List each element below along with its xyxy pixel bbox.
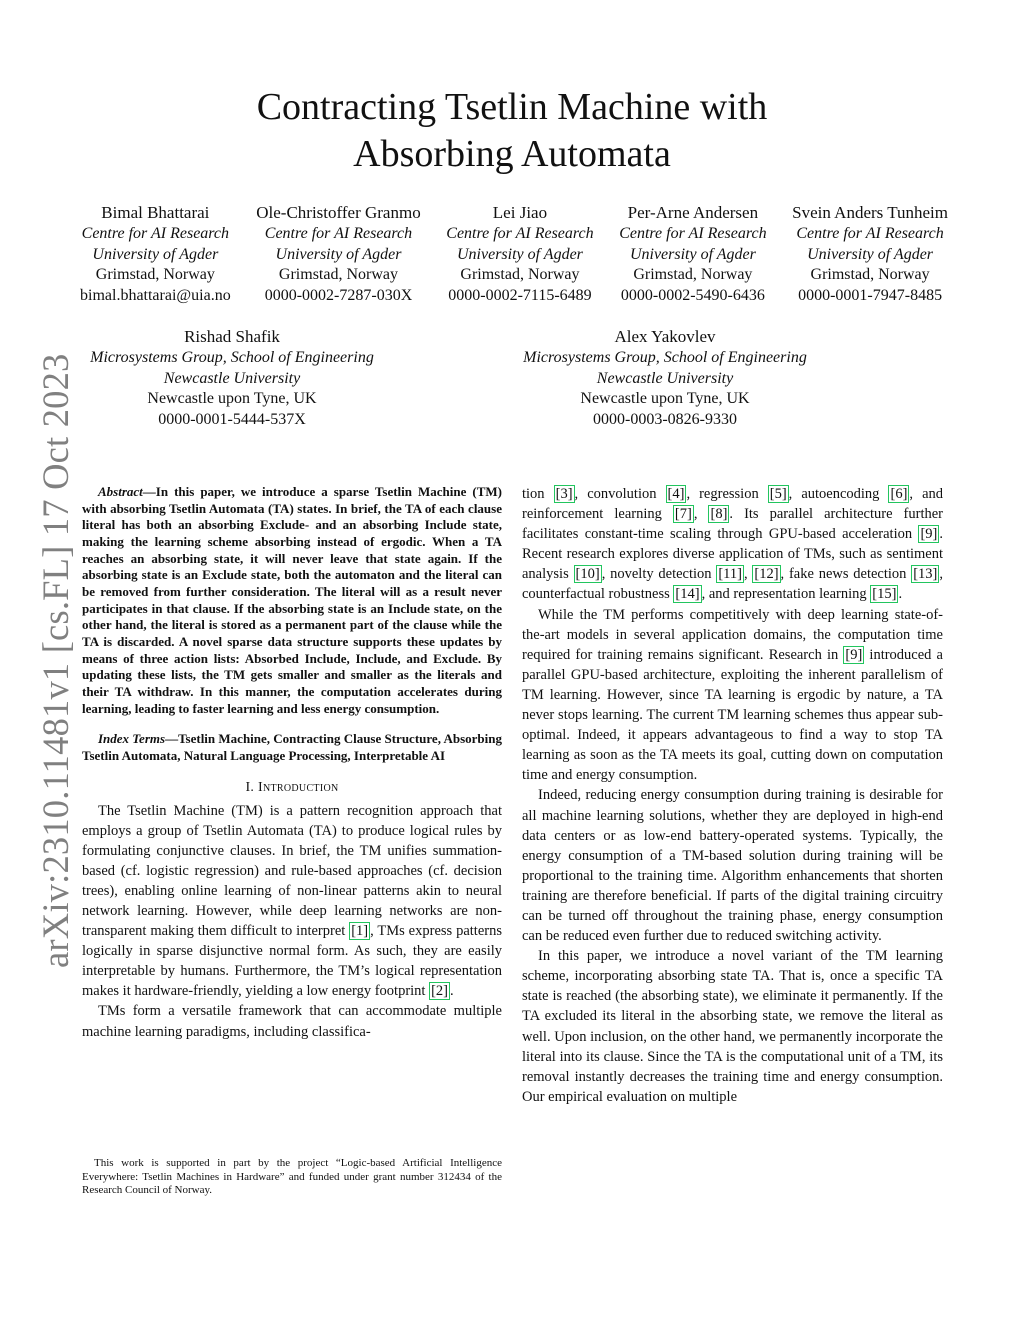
author-identifier: 0000-0002-7287-030X xyxy=(264,286,413,304)
text-run: introduced a parallel GPU-based architecture, exploiting the inherent parallelism of TM learning. However, since TA learning is ergodic by nature, a TA never stops learning. The current TM learning schemes thus appear sub-optimal. Indeed, it appears advantageous to find a way to stop TA learning as soon as the TA meets its goal, cutting down on computation time and energy consumption. xyxy=(522,646,943,784)
text-run: , xyxy=(693,506,709,523)
author-block xyxy=(72,326,392,430)
author-organization: University of Agder xyxy=(275,245,402,263)
author-location: Grimstad, Norway xyxy=(95,266,215,284)
author-identifier: 0000-0001-5444-537X xyxy=(158,410,306,428)
author-block xyxy=(619,202,766,306)
author-affiliation: Centre for AI Research xyxy=(81,225,230,242)
citation-link[interactable]: [11] xyxy=(718,566,742,583)
author-affiliation: Microsystems Group, School of Engineering xyxy=(523,349,807,366)
author-block xyxy=(502,326,828,430)
author-name: Bimal Bhattarai xyxy=(101,203,210,222)
citation-link[interactable]: [10] xyxy=(575,566,600,583)
abstract-text: —In this paper, we introduce a sparse Tsetlin Machine (TM) with absorbing Tsetlin Automata (TA) states. In brief, the TA of each clause literal has both an absorbing Exclude- and an absorbing Include state, making the learning scheme absorbing instead of ergodic. When a TA reaches an absorbing state, it will never leave that state again. If the absorbing state is an Exclude state, both the automaton and the literal can be removed from further consideration. The literal will as a result never participates in that clause. If the absorbing state is an Include state, on the other hand, the literal is stored as a permanent part of the clause while the TA is discarded. A novel sparse data structure supports these updates by means of three action lists: Absorbed Include, Include, and Exclude. By updating these lists, the TM gets smaller and smaller as the literals and their TA withdraw. In this manner, the computation accelerates during learning, leading to faster learning and less energy consumption. xyxy=(82,484,502,716)
text-run: . Its parallel architecture further facilitates constant-time scaling through GPU-based acceleration xyxy=(522,506,944,543)
author-block xyxy=(80,202,231,306)
citation-link[interactable]: [9] xyxy=(920,526,938,543)
citation-link[interactable]: [13] xyxy=(913,566,938,583)
text-run: , novelty detection xyxy=(601,566,717,583)
author-affiliation: Centre for AI Research xyxy=(619,225,767,242)
author-organization: Newcastle University xyxy=(163,369,301,387)
author-block xyxy=(792,202,948,306)
author-identifier: 0000-0002-5490-6436 xyxy=(620,286,765,304)
paper-title xyxy=(0,84,1024,178)
citation-link[interactable]: [9] xyxy=(845,646,863,663)
text-run: . xyxy=(450,983,454,1000)
text-run: While the TM performs competitively with deep learning state-of-the-art models in several application domains, the computation time required for training remains significant. Research in xyxy=(522,606,943,663)
citation-link[interactable]: [5] xyxy=(769,486,787,502)
text-run: , TMs express patterns logically in sparse disjunctive normal form. As such, they are easily interpretable by humans. Furthermore, the TM’s logical representation makes it hardware-friendly, yielding a low energy footprint xyxy=(82,923,502,1000)
index-terms xyxy=(82,731,502,764)
text-run: , counterfactual robustness xyxy=(522,566,944,603)
text-run: , regression xyxy=(686,486,768,502)
author-affiliation: Centre for AI Research xyxy=(446,225,594,242)
citation-link[interactable]: [6] xyxy=(890,486,908,502)
arxiv-identifier: arXiv:2310.11481v1 [cs.FL] 17 Oct 2023 xyxy=(35,353,76,968)
citation-link[interactable]: [15] xyxy=(872,586,897,603)
author-identifier: 0000-0001-7947-8485 xyxy=(798,286,943,304)
text-run: The Tsetlin Machine (TM) is a pattern recognition approach that employs a group of Tsetlin Automata (TA) to produce logical rules by formulating conjunctive clauses. In brief, the TM unifies summation-based (cf. logistic regression) and rule-based approaches (cf. decision trees), enabling online learning of non-linear patterns akin to neural network learning. However, while deep learning networks are non-transparent making them difficult to interpret xyxy=(82,802,502,940)
author-organization: Newcastle University xyxy=(596,369,734,387)
citation-link[interactable]: [14] xyxy=(675,586,700,603)
author-location: Newcastle upon Tyne, UK xyxy=(147,390,317,408)
author-block xyxy=(446,202,593,306)
body-paragraph: TMs form a versatile framework that can accommodate multiple machine learning paradigms, including classifica- xyxy=(82,1003,502,1040)
author-identifier: 0000-0002-7115-6489 xyxy=(448,286,592,304)
author-location: Grimstad, Norway xyxy=(278,266,399,284)
text-run: , and representation learning xyxy=(701,586,871,603)
author-name: Ole-Christoffer Granmo xyxy=(256,203,421,222)
author-name: Lei Jiao xyxy=(492,203,548,222)
author-name: Per-Arne Andersen xyxy=(627,203,759,222)
index-terms-text: —Tsetlin Machine, Contracting Clause Structure, Absorbing Tsetlin Automata, Natural Language Processing, Interpretable AI xyxy=(82,731,502,763)
citation-link[interactable]: [12] xyxy=(754,566,779,583)
author-identifier: 0000-0003-0826-9330 xyxy=(593,410,737,428)
title-line-2: Absorbing Automata xyxy=(353,133,671,175)
text-run: , autoencoding xyxy=(788,486,889,502)
author-organization: University of Agder xyxy=(807,245,934,263)
citation-link[interactable]: [7] xyxy=(674,506,692,523)
author-name: Rishad Shafik xyxy=(184,327,280,346)
abstract-label: Abstract xyxy=(98,484,143,499)
author-affiliation: Microsystems Group, School of Engineering xyxy=(90,349,374,366)
citation-link[interactable]: [8] xyxy=(710,506,728,523)
text-run: . xyxy=(898,586,903,603)
index-terms-label: Index Terms xyxy=(98,731,166,747)
citation-link[interactable]: [1] xyxy=(351,923,369,940)
left-column xyxy=(82,484,502,1042)
abstract xyxy=(82,484,502,717)
footnote: This work is supported in part by the project “Logic-based Artificial Intelligence Everywhere: Tsetlin Machines in Hardware” and funded under grant number 312434 of the Research Council of Norway. xyxy=(82,1157,502,1196)
body-paragraph: In this paper, we introduce a novel variant of the TM learning scheme, incorporating absorbing state TA. That is, once a specific TA state is reached (the absorbing state), we eliminate it permanently. If the TA excluded its literal in the absorbing state, we remove the literal as well. Upon inclusion, on the other hand, we permanently incorporate the literal into its clause. Since the TA is the computational unit of a TM, its removal instantly decreases the training time and energy consumption. Our empirical evaluation on multiple xyxy=(522,948,943,1105)
author-organization: University of Agder xyxy=(457,245,583,263)
citation-link[interactable]: [3] xyxy=(555,486,573,502)
section-heading: I. Introduction xyxy=(245,779,339,795)
text-run: , xyxy=(743,566,753,583)
right-column xyxy=(522,484,943,1107)
citation-link[interactable]: [4] xyxy=(667,486,685,502)
author-affiliation: Centre for AI Research xyxy=(796,225,944,242)
author-identifier: bimal.bhattarai@uia.no xyxy=(80,286,231,304)
body-paragraph xyxy=(522,484,943,605)
author-organization: University of Agder xyxy=(92,245,219,263)
text-run: tion xyxy=(522,486,554,502)
author-location: Grimstad, Norway xyxy=(633,266,753,284)
text-run: . Recent research explores diverse application of TMs, such as sentiment analysis xyxy=(522,526,943,583)
citation-link[interactable]: [2] xyxy=(431,983,449,1000)
text-run: , fake news detection xyxy=(780,566,912,583)
author-location: Newcastle upon Tyne, UK xyxy=(580,390,750,408)
author-location: Grimstad, Norway xyxy=(460,266,580,284)
text-run: , convolution xyxy=(574,486,666,502)
text-run: , and reinforcement learning xyxy=(522,486,944,523)
author-name: Svein Anders Tunheim xyxy=(792,203,948,222)
body-paragraph xyxy=(82,801,502,1002)
body-paragraph xyxy=(522,605,943,786)
body-paragraph: Indeed, reducing energy consumption during training is desirable for all machine learning solutions, whether they are deployed in high-end data centers or as low-end battery-operated systems. Typically, the energy consumption of a TM-based solution during training will be proportional to the training time. Algorithm enhancements that shorten training are therefore beneficial. If parts of the digital training circuitry can be turned off throughout the training phase, energy consumption can be reduced even further due to reduced switching activity. xyxy=(522,787,943,945)
author-block xyxy=(256,202,420,306)
title-line-1: Contracting Tsetlin Machine with xyxy=(256,86,768,128)
author-name: Alex Yakovlev xyxy=(614,327,716,346)
author-row-1 xyxy=(80,202,948,306)
author-organization: University of Agder xyxy=(629,245,756,263)
author-affiliation: Centre for AI Research xyxy=(264,225,413,242)
author-location: Grimstad, Norway xyxy=(810,266,930,284)
